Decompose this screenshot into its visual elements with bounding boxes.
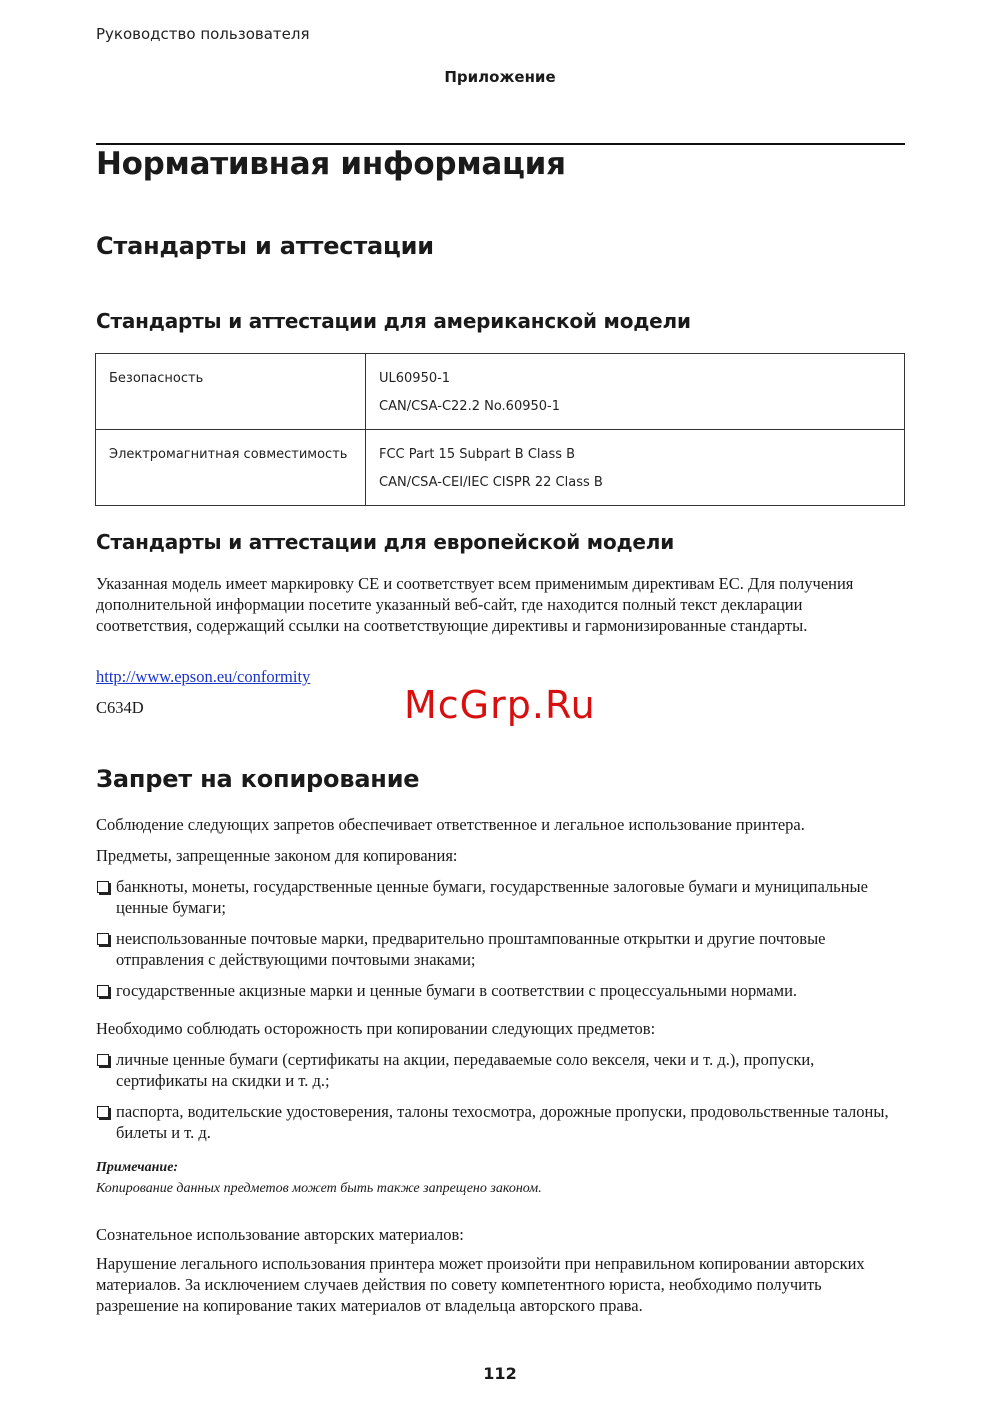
standard-value: CAN/CSA-CEI/IEC CISPR 22 Class B: [379, 475, 603, 490]
table-cell-label: [96, 430, 366, 506]
page-number: 112: [483, 1364, 517, 1383]
list-item: [96, 876, 896, 918]
list-item-text: личные ценные бумаги (сертификаты на акции, передаваемые соло векселя, чеки и т. д.), пропуски, сертификаты на скидки и т. д.;: [116, 1050, 815, 1090]
standards-heading: Стандарты и аттестации: [96, 232, 434, 260]
table-row: [96, 430, 905, 506]
copyright-body-text: Нарушение легального использования принтера может произойти при неправильном копировании авторских материалов. За исключением случаев действия по совету компетентного юриста, необходимо получить разрешение на копирование таких материалов от владельца авторского права.: [96, 1254, 865, 1315]
list-item: [96, 928, 896, 970]
list-item-text: государственные акцизные марки и ценные бумаги в соответствии с процессуальными нормами.: [116, 981, 798, 1000]
list-item-text: банкноты, монеты, государственные ценные бумаги, государственные залоговые бумаги и муниципальные ценные бумаги;: [116, 877, 868, 917]
copy-restrictions-heading: Запрет на копирование: [96, 765, 420, 793]
running-header: Руководство пользователя: [96, 25, 310, 43]
standard-value: UL60950-1: [379, 371, 451, 386]
eu-standards-heading: Стандарты и аттестации для европейской модели: [96, 530, 675, 554]
title-rule: [96, 143, 905, 145]
checkbox-bullet-icon: [97, 1054, 109, 1066]
model-code: C634D: [96, 698, 144, 717]
checkbox-bullet-icon: [97, 1106, 109, 1118]
note-title: Примечание:: [96, 1160, 179, 1175]
checkbox-bullet-icon: [97, 985, 109, 997]
list-item: [96, 1101, 896, 1143]
copy-intro-text: Соблюдение следующих запретов обеспечивает ответственное и легальное использование принтера.: [96, 815, 805, 834]
copyright-title: Сознательное использование авторских материалов:: [96, 1225, 464, 1244]
standard-value: FCC Part 15 Subpart B Class B: [379, 447, 576, 462]
table-row: [96, 354, 905, 430]
list-item-text: паспорта, водительские удостоверения, талоны техосмотра, дорожные пропуски, продовольственные талоны, билеты и т. д.: [116, 1102, 889, 1142]
prohibited-list: [96, 876, 896, 1001]
conformity-link[interactable]: http://www.epson.eu/conformity: [96, 667, 311, 686]
standard-value: CAN/CSA-C22.2 No.60950-1: [379, 399, 560, 414]
table-cell-label: [96, 354, 366, 430]
table-cell-values: [366, 430, 905, 506]
caution-list: [96, 1049, 896, 1143]
safety-label: Безопасность: [109, 371, 204, 386]
note-text: Копирование данных предметов может быть также запрещено законом.: [96, 1181, 542, 1196]
table-cell-values: [366, 354, 905, 430]
section-label: Приложение: [444, 68, 556, 86]
eu-body-text: Указанная модель имеет маркировку CE и соответствует всем применимым директивам ЕС. Для получения дополнительной информации посетите указанный веб-сайт, где находится полный текст декларации соответствия, содержащий ссылки на соответствующие директивы и гармонизированные стандарты.: [96, 574, 854, 635]
us-standards-heading: Стандарты и аттестации для американской модели: [96, 309, 691, 333]
list-item-text: неиспользованные почтовые марки, предварительно проштампованные открытки и другие почтовые отправления с действующими почтовыми знаками;: [116, 929, 826, 969]
list-item: [96, 1049, 896, 1091]
watermark: McGrp.Ru: [404, 683, 596, 727]
checkbox-bullet-icon: [97, 881, 109, 893]
caution-intro-text: Необходимо соблюдать осторожность при копировании следующих предметов:: [96, 1019, 656, 1038]
list-item: [96, 980, 896, 1001]
checkbox-bullet-icon: [97, 933, 109, 945]
emc-label: Электромагнитная совместимость: [109, 447, 348, 462]
prohibited-intro-text: Предметы, запрещенные законом для копирования:: [96, 846, 458, 865]
us-standards-table: [95, 353, 905, 506]
page-title: Нормативная информация: [96, 146, 566, 182]
